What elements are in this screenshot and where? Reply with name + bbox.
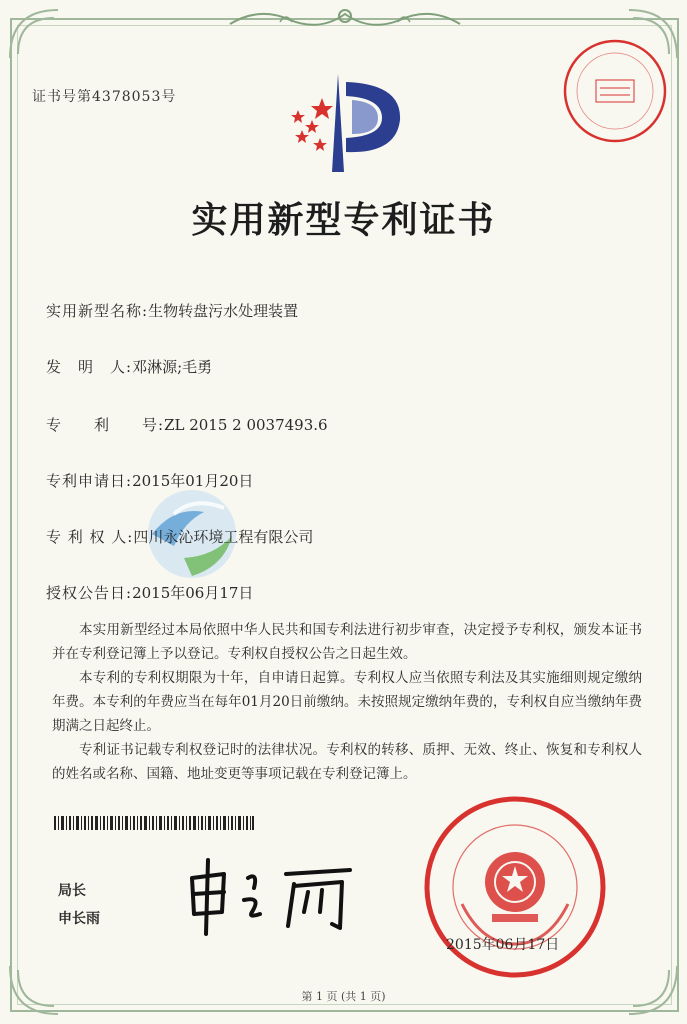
issue-date: 2015年06月17日 xyxy=(446,937,560,953)
director-name: 申长雨 xyxy=(58,911,100,927)
corner-ornament-icon xyxy=(4,4,64,64)
field-name xyxy=(46,300,298,321)
paragraph: 专利证书记载专利权登记时的法律状况。专利权的转移、质押、无效、终止、恢复和专利权人的姓名或名称、国籍、地址变更等事项记载在专利登记簿上。 xyxy=(52,742,642,782)
paragraph: 本专利的专利权期限为十年，自申请日起算。专利权人应当依照专利法及其实施细则规定缴纳年费。本专利的年费应当在每年01月20日前缴纳。未按照规定缴纳年费的，专利权自应当缴纳年费期满之日起终止。 xyxy=(52,670,642,734)
field-label: 专 利 号: xyxy=(46,416,165,434)
signature-icon xyxy=(182,848,362,938)
field-publication-date xyxy=(46,582,253,603)
field-value: 2015年01月20日 xyxy=(132,472,254,490)
tax-stamp-icon xyxy=(560,36,670,146)
certificate-body xyxy=(52,618,642,786)
field-label: 专 利 权 人: xyxy=(46,528,134,546)
field-label: 专利申请日: xyxy=(46,472,133,490)
director-title: 局长 xyxy=(58,883,86,899)
certificate-number: 证书号第4378053号 xyxy=(32,89,177,105)
field-label: 发 明 人: xyxy=(46,358,133,376)
field-label: 授权公告日: xyxy=(46,584,133,602)
paragraph: 本实用新型经过本局依照中华人民共和国专利法进行初步审查，决定授予专利权，颁发本证书并在专利登记簿上予以登记。专利权自授权公告之日起生效。 xyxy=(52,622,642,662)
field-patent-number xyxy=(46,414,328,435)
top-ornament-icon xyxy=(220,4,470,32)
field-label: 实用新型名称: xyxy=(46,302,149,320)
field-value: 四川永沁环境工程有限公司 xyxy=(133,528,314,546)
page-indicator: 第 1 页 (共 1 页) xyxy=(301,990,386,1003)
field-patentee xyxy=(46,526,313,547)
field-value: ZL 2015 2 0037493.6 xyxy=(164,416,328,434)
field-value: 2015年06月17日 xyxy=(132,584,254,602)
document-title: 实用新型专利证书 xyxy=(191,199,496,241)
field-value: 邓淋源;毛勇 xyxy=(132,358,213,376)
field-inventor xyxy=(46,356,212,377)
field-value: 生物转盘污水处理装置 xyxy=(148,302,299,320)
patent-office-logo-icon xyxy=(282,72,412,180)
barcode-icon xyxy=(54,816,254,830)
